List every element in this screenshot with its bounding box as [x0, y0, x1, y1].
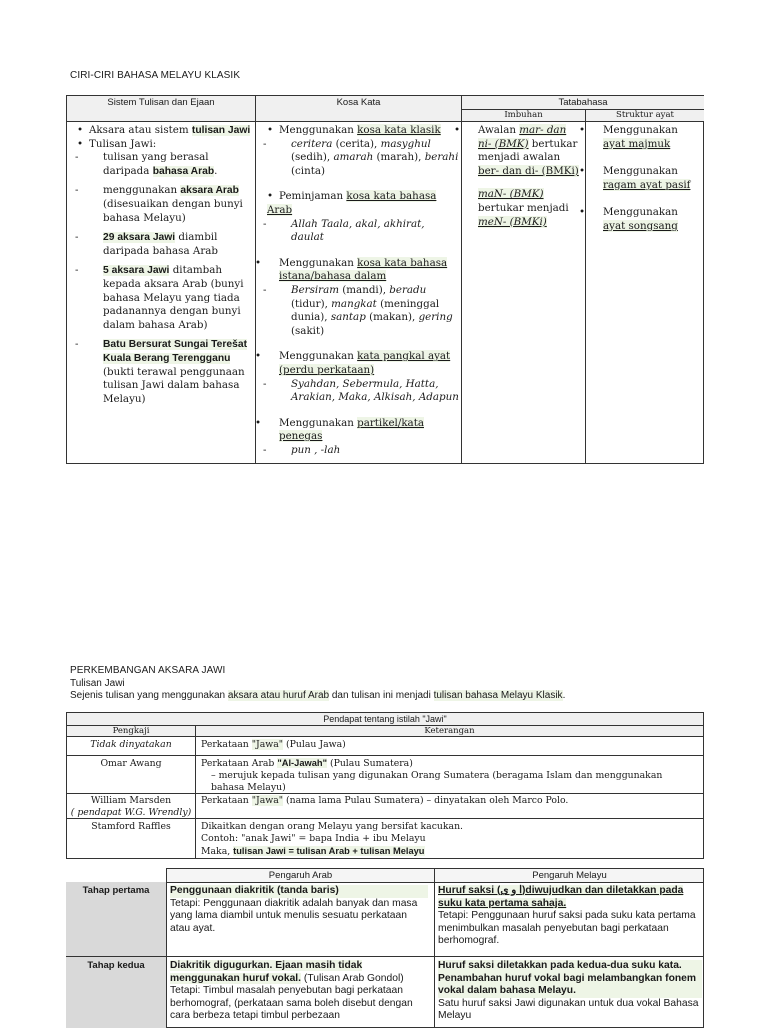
writing-system-cell: • Aksara atau sistem tulisan Jawi • Tulisan Jawi: - tulisan yang berasal daripada bahasa Arab. - menggunakan aksara Arab (disesuaikan dengan bunyi bahasa Melayu) - 29 aksara Jawi diambil daripada bahasa Arab - 5 aksara Jawi ditambah kepada aksara Arab (bunyi bahasa Melayu yang tiada padanannya dengan bunyi dalam bahasa Arab) - Batu Bersurat Sungai Terešat Kuala Berang Terengganu (bukti terawal penggunaan tulisan Jawi dalam bahasa Melayu): [75, 124, 251, 405]
header-affix: Imbuhan: [462, 110, 585, 121]
header-vocabulary: Kosa Kata: [256, 96, 461, 121]
stage-two-label: Tahap kedua: [87, 960, 145, 971]
researcher-stamford-raffles: Stamford Raffles: [91, 821, 171, 832]
header-description: Keterangan: [196, 726, 703, 736]
header-malay-influence: Pengaruh Melayu: [532, 870, 607, 881]
researcher-omar-awang: Omar Awang: [100, 758, 162, 769]
stage-one-label: Tahap pertama: [82, 885, 150, 896]
header-researcher: Pengkaji: [67, 726, 195, 736]
section1-title: CIRI-CIRI BAHASA MELAYU KLASIK: [70, 70, 241, 81]
jawi-definition: Sejenis tulisan yang menggunakan aksara atau huruf Arab dan tulisan ini menjadi tulisan bahasa Melayu Klasik.: [70, 690, 566, 701]
section2-subtitle: Tulisan Jawi: [70, 678, 125, 689]
jawi-vowel-letters: ا و ى: [500, 885, 522, 896]
header-sentence-structure: Struktur ayat: [586, 110, 704, 121]
vocabulary-cell: • Menggunakan kosa kata klasik - ceritera (cerita), masyghul (sedih), amarah (marah), berahi (cinta) • Peminjaman kosa kata bahasa Arab - Allah Taala, akal, akhirat, daulat • Menggunakan kosa kata bahasa istana/bahasa dalam - Bersiram (mandi), beradu (tidur), mangkat (meninggal dunia), santap (makan), gering (sakit) • Menggunakan kata pangkal ayat (perdu perkataan) - Syahdan, Sebermula, Hatta, Arakian, Maka, Alkisah, Adapun • Menggunakan partikel/kata penegas - pun , -lah: [255, 124, 459, 456]
researcher-unknown: Tidak dinyatakan: [90, 739, 172, 750]
stage-two-malay: Huruf saksi diletakkan pada kedua-dua suku kata. Penambahan huruf vokal bagi melambangkan fonem vokal dalam bahasa Melayu. Satu huruf saksi Jawi digunakan untuk dua vokal Bahasa Melayu: [438, 960, 702, 1023]
characteristics-table: [66, 95, 704, 464]
sentence-structure-cell: • Menggunakan ayat majmuk • Menggunakan ragam ayat pasif • Menggunakan ayat songsang: [579, 124, 691, 232]
researcher-william-marsden: William Marsden ( pendapat W.G. Wrendly): [70, 795, 192, 818]
header-writing-system: Sistem Tulisan dan Ejaan: [67, 96, 255, 121]
jawi-opinion-table: [66, 712, 704, 859]
opinion-table-title: Pendapat tentang istilah "Jawi": [67, 713, 703, 725]
description-row1: Perkataan "Jawa" (Pulau Jawa): [201, 739, 346, 750]
affix-cell: • Awalan mar- dan ni- (BMK) bertukar menjadi awalan ber- dan di- (BMKi) maN- (BMK) bertukar menjadi meN- (BMKi): [454, 124, 579, 228]
stage-one-arab: Penggunaan diakritik (tanda baris) Tetapi: Penggunaan diakritik adalah banyak dan masa yang lama diambil untuk menulis sesuatu perkataan atau ayat.: [170, 885, 428, 935]
description-row2: Perkataan Arab "Al-Jawah" (Pulau Sumatera) – merujuk kepada tulisan yang digunakan Orang Sumatera (beragama Islam dan menggunakan bahasa Melayu): [201, 758, 663, 793]
header-grammar: Tatabahasa: [462, 96, 704, 109]
description-row4: Dikaitkan dengan orang Melayu yang bersifat kacukan. Contoh: "anak Jawi" = bapa India + ibu Melayu Maka, tulisan Jawi = tulisan Arab + tulisan Melayu: [201, 821, 464, 857]
stage-two-arab: Diakritik digugurkan. Ejaan masih tidak menggunakan huruf vokal. (Tulisan Arab Gondol) Tetapi: Timbul masalah penyebutan bagi perkataan berhomograf, (perkataan sama boleh disebut dengan cara berbeza tetapi timbul perbezaan: [170, 960, 413, 1022]
influence-table: [66, 868, 704, 1028]
stage-one-malay: Huruf saksi (ا و ى)diwujudkan dan diletakkan pada suku kata pertama sahaja. Tetapi: Penggunaan huruf saksi pada suku kata pertama menimbulkan masalah penyebutan bagi perkataan berhomograf.: [438, 885, 696, 947]
section2-title: PERKEMBANGAN AKSARA JAWI: [70, 665, 226, 676]
description-row3: Perkataan "Jawa" (nama lama Pulau Sumatera) – dinyatakan oleh Marco Polo.: [201, 795, 569, 806]
header-arab-influence: Pengaruh Arab: [268, 870, 333, 881]
